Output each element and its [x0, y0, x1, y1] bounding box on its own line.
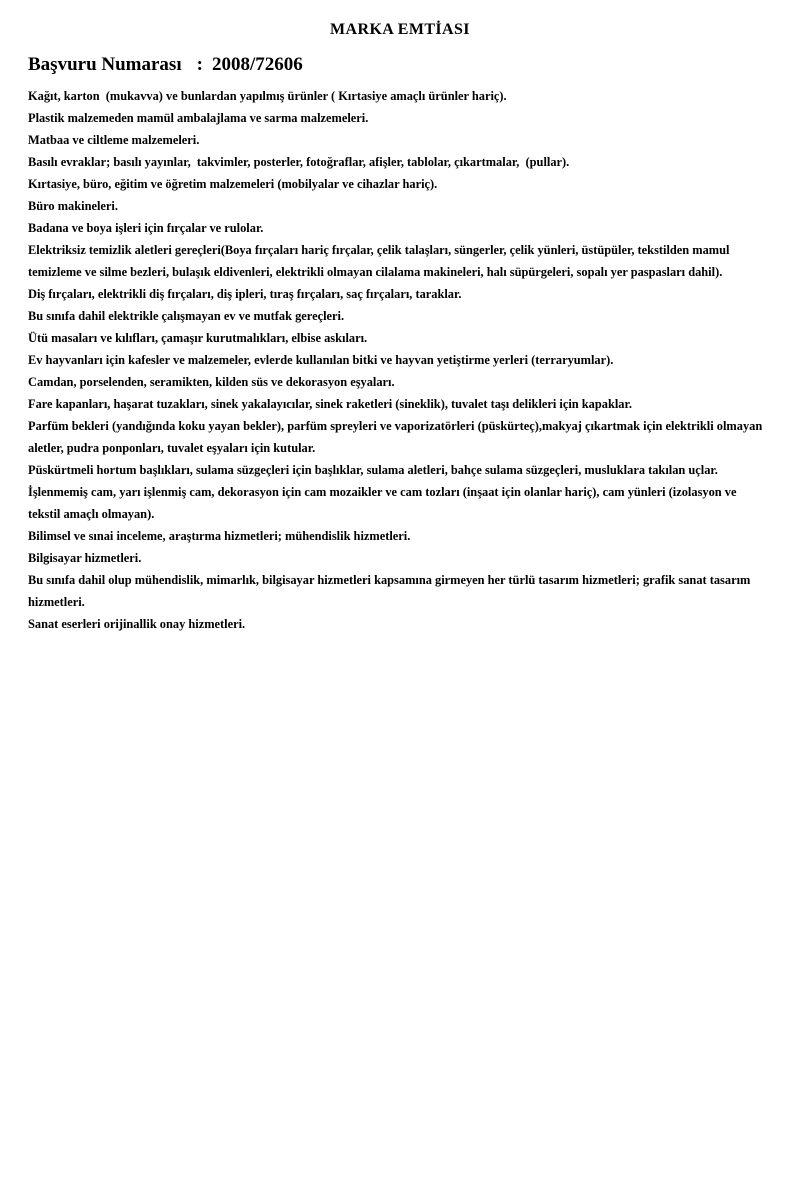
goods-list: [0, 85, 800, 635]
goods-item: Püskürtmeli hortum başlıkları, sulama süzgeçleri için başlıklar, sulama aletleri, bahçe sulama süzgeçleri, musluklara takılan uçlar.: [28, 463, 718, 477]
application-number-separator: :: [196, 54, 203, 75]
page-title: MARKA EMTİASI: [330, 21, 470, 38]
goods-item: Parfüm bekleri (yandığında koku yayan bekler), parfüm spreyleri ve vaporizatörleri (püskürteç),makyaj çıkartmak için elektrikli olmayan aletler, pudra ponponları, tuvalet eşyaları için kutular.: [28, 419, 766, 455]
goods-item: Bilimsel ve sınai inceleme, araştırma hizmetleri; mühendislik hizmetleri.: [28, 529, 411, 543]
goods-item: Elektriksiz temizlik aletleri gereçleri(Boya fırçaları hariç fırçalar, çelik talaşları, süngerler, çelik yünleri, üstüpüler, tekstilden mamul temizleme ve silme bezleri, bulaşık eldivenleri, elektrikli olmayan cilalama makineleri, halı süpürgeleri, sopalı yer paspasları dahil).: [28, 243, 733, 279]
goods-item: Bu sınıfa dahil olup mühendislik, mimarlık, bilgisayar hizmetleri kapsamına girmeyen her türlü tasarım hizmetleri; grafik sanat tasarım hizmetleri.: [28, 573, 754, 609]
goods-item: Kağıt, karton (mukavva) ve bunlardan yapılmış ürünler ( Kırtasiye amaçlı ürünler hariç).: [28, 89, 507, 103]
goods-item: Camdan, porselenden, seramikten, kilden süs ve dekorasyon eşyaları.: [28, 375, 395, 389]
goods-item: Plastik malzemeden mamül ambalajlama ve sarma malzemeleri.: [28, 111, 369, 125]
goods-item: Büro makineleri.: [28, 199, 118, 213]
goods-item: Kırtasiye, büro, eğitim ve öğretim malzemeleri (mobilyalar ve cihazlar hariç).: [28, 177, 438, 191]
goods-item: Basılı evraklar; basılı yayınlar, takvimler, posterler, fotoğraflar, afişler, tablolar, çıkartmalar, (pullar).: [28, 155, 570, 169]
goods-item: Ev hayvanları için kafesler ve malzemeler, evlerde kullanılan bitki ve hayvan yetiştirme yerleri (terraryumlar).: [28, 353, 614, 367]
goods-item: Fare kapanları, haşarat tuzakları, sinek yakalayıcılar, sinek raketleri (sineklik), tuvalet taşı delikleri için kapaklar.: [28, 397, 632, 411]
goods-item: İşlenmemiş cam, yarı işlenmiş cam, dekorasyon için cam mozaikler ve cam tozları (inşaat için olanlar hariç), cam yünleri (izolasyon ve tekstil amaçlı olmayan).: [28, 485, 740, 521]
goods-item: Sanat eserleri orijinallik onay hizmetleri.: [28, 617, 246, 631]
goods-item: Ütü masaları ve kılıfları, çamaşır kurutmalıkları, elbise askıları.: [28, 331, 368, 345]
application-number-label: Başvuru Numarası: [28, 54, 182, 75]
goods-item: Matbaa ve ciltleme malzemeleri.: [28, 133, 200, 147]
goods-item: Badana ve boya işleri için fırçalar ve rulolar.: [28, 221, 264, 235]
goods-item: Diş fırçaları, elektrikli diş fırçaları, diş ipleri, tıraş fırçaları, saç fırçaları, taraklar.: [28, 287, 462, 301]
goods-item: Bu sınıfa dahil elektrikle çalışmayan ev ve mutfak gereçleri.: [28, 309, 345, 323]
application-number-line: [0, 54, 800, 76]
goods-item: Bilgisayar hizmetleri.: [28, 551, 142, 565]
application-number-value: 2008/72606: [211, 54, 303, 75]
